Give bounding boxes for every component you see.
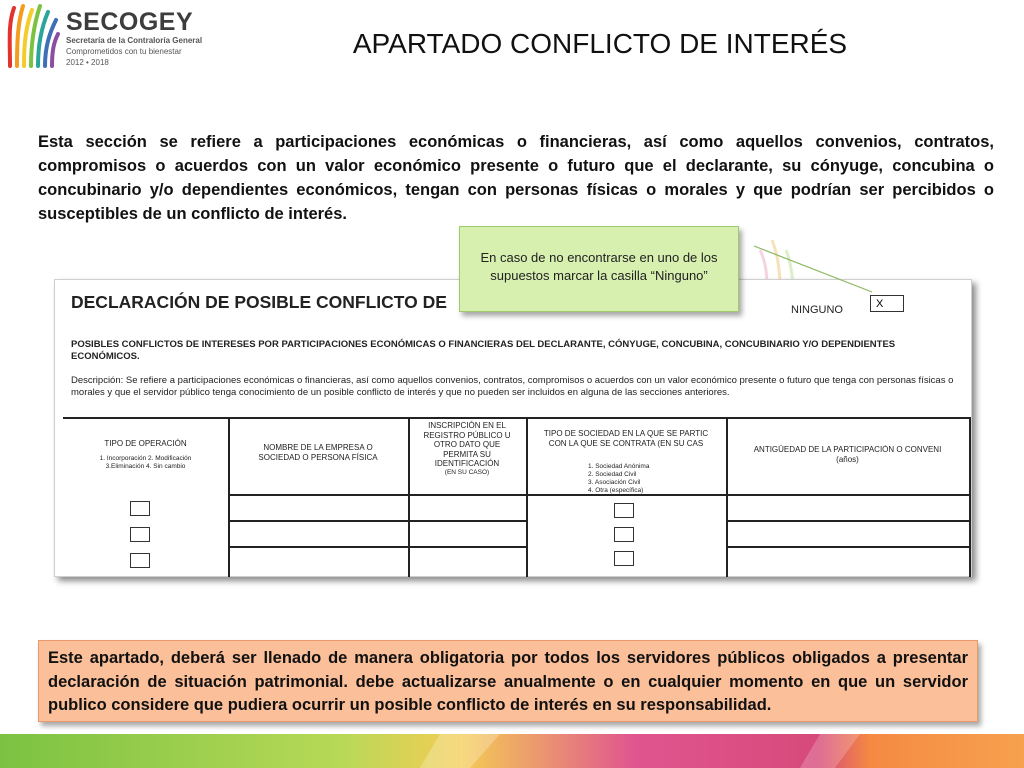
declaration-form-image: [54, 279, 972, 577]
society-checkbox[interactable]: [614, 503, 634, 518]
ninguno-checkbox[interactable]: X: [870, 295, 904, 312]
operation-checkbox[interactable]: [130, 527, 150, 542]
col-tipo-operacion: TIPO DE OPERACIÓN 1. Incorporación 2. Modificación 3.Eliminación 4. Sin cambio: [99, 439, 192, 470]
callout-connector: [740, 240, 880, 300]
form-section-title: POSIBLES CONFLICTOS DE INTERESES POR PARTICIPACIONES ECONÓMICAS O FINANCIERAS DEL DECLARANTE, CÓNYUGE, CONCUBINA, CONCUBINARIO Y/O DEPENDIENTES ECONÓMICOS.: [71, 339, 896, 362]
logo-years: 2012 • 2018: [66, 58, 109, 67]
col-tipo-sociedad: TIPO DE SOCIEDAD EN LA QUE SE PARTIC CON LA QUE SE CONTRATA (EN SU CAS: [543, 429, 709, 448]
logo-slogan: Comprometidos con tu bienestar: [66, 47, 182, 56]
society-checkbox[interactable]: [614, 527, 634, 542]
logo-subtitle: Secretaría de la Contraloría General: [66, 36, 203, 45]
ninguno-label: NINGUNO: [791, 304, 843, 316]
footer-color-bar: [0, 734, 1024, 768]
col-tipo-sociedad-options: 1. Sociedad Anónima 2. Sociedad Civil 3. Asociación Civil 4. Otra (específica): [588, 463, 650, 494]
form-heading: DECLARACIÓN DE POSIBLE CONFLICTO DE: [71, 292, 447, 312]
col-nombre-empresa: NOMBRE DE LA EMPRESA O SOCIEDAD O PERSONA FÍSICA: [258, 443, 378, 462]
obligation-note: Este apartado, deberá ser llenado de manera obligatoria por todos los servidores públicos obligados a presentar declaración de situación patrimonial. debe actualizarse anualmente o en cualquier momento en que un servidor publico considere que pudiera ocurrir un posible conflicto de interés en su responsabilidad.: [38, 640, 978, 722]
form-description: Descripción: Se refiere a participaciones económicas o financieras, así como aquellos convenios, contratos, compromisos o acuerdos con un valor económico presente o futuro que tenga con personas físicas o morales y que el servidor público tenga conocimiento de un posible conflicto de interés y que no pueden ser incluidos en alguna de las secciones anteriores.: [71, 375, 954, 398]
operation-checkbox[interactable]: [130, 501, 150, 516]
ninguno-callout: En caso de no encontrarse en uno de los supuestos marcar la casilla “Ninguno”: [459, 226, 739, 312]
page-title: APARTADO CONFLICTO DE INTERÉS: [352, 28, 848, 59]
logo-name: SECOGEY: [66, 8, 194, 36]
secogey-logo: [4, 2, 204, 72]
operation-checkbox[interactable]: [130, 553, 150, 568]
col-antiguedad: ANTIGÜEDAD DE LA PARTICIPACIÓN O CONVENI (años): [753, 445, 942, 464]
logo-stripes-icon: [4, 2, 62, 70]
society-checkbox[interactable]: [614, 551, 634, 566]
intro-paragraph: Esta sección se refiere a participaciones económicas o financieras, así como aquellos convenios, contratos, compromisos o acuerdos con un valor económico presente o futuro que el declarante, su cónyuge, concubina o concubinario y/o dependientes económicos, tengan con personas físicas o morales y que podrían ser percibidos o susceptibles de un conflicto de interés.: [38, 133, 994, 223]
col-inscripcion: INSCRIPCIÓN EN EL REGISTRO PÚBLICO U OTRO DATO QUE PERMITA SU IDENTIFICACIÓN (EN SU CASO): [423, 421, 511, 476]
form-table: [63, 417, 971, 577]
